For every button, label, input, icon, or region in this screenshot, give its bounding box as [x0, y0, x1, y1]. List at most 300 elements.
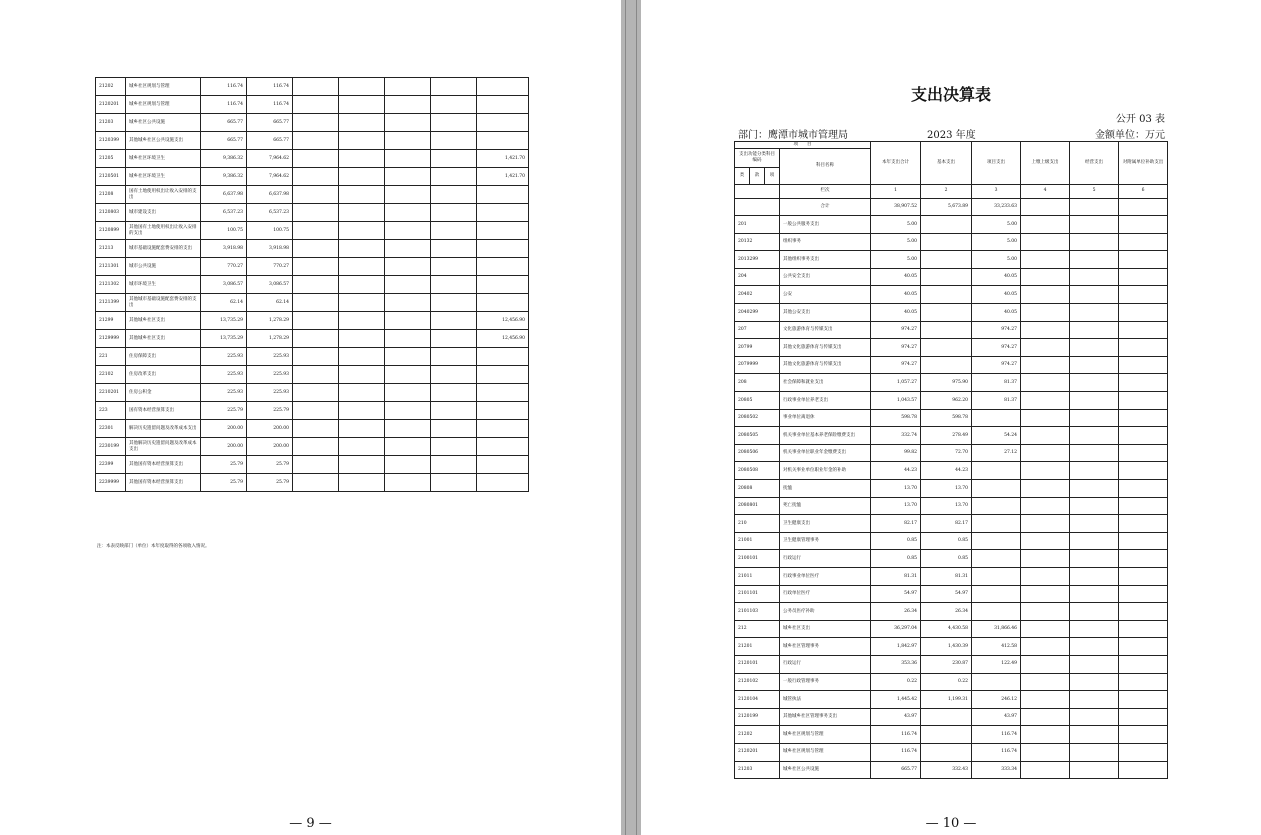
row-business [1070, 321, 1119, 339]
table-row [735, 462, 1168, 480]
row-project [972, 567, 1021, 585]
row-name: 城市基础设施配套费安排的支出 [126, 240, 201, 258]
row-basic: 1,278.29 [247, 312, 293, 330]
row-extra [431, 384, 477, 402]
row-subsidy [1119, 462, 1168, 480]
row-total: 225.93 [201, 366, 247, 384]
table-row [735, 251, 1168, 269]
row-other [477, 402, 529, 420]
row-extra [339, 456, 385, 474]
header-business: 经营支出 [1070, 142, 1119, 185]
row-code: 2080508 [735, 462, 780, 480]
table-row [735, 708, 1168, 726]
table-row [735, 427, 1168, 445]
row-total: 36,297.04 [871, 620, 921, 638]
row-extra [385, 456, 431, 474]
table-row [96, 402, 529, 420]
row-extra [339, 312, 385, 330]
row-name: 公务员医疗补助 [780, 603, 871, 621]
table-row [96, 240, 529, 258]
row-basic: 0.85 [921, 550, 972, 568]
row-extra [431, 366, 477, 384]
row-basic: 200.00 [247, 438, 293, 456]
row-project [293, 150, 339, 168]
row-project: 54.24 [972, 427, 1021, 445]
row-subsidy [1119, 409, 1168, 427]
row-name: 城乡社区规划与管理 [780, 743, 871, 761]
row-other [477, 114, 529, 132]
row-basic [921, 286, 972, 304]
row-basic: 82.17 [921, 515, 972, 533]
row-business [1070, 726, 1119, 744]
row-total: 0.85 [871, 550, 921, 568]
row-project: 5.00 [972, 233, 1021, 251]
table-row [735, 480, 1168, 498]
row-total: 9,386.32 [201, 168, 247, 186]
row-extra [385, 348, 431, 366]
table-row [735, 339, 1168, 357]
table-row [96, 258, 529, 276]
row-name: 死亡抚恤 [780, 497, 871, 515]
row-business [1070, 673, 1119, 691]
row-subsidy [1119, 638, 1168, 656]
row-extra [431, 96, 477, 114]
row-total: 225.93 [201, 348, 247, 366]
table-note: 注：本表反映部门（单位）本年度取得的各项收入情况。 [97, 544, 210, 549]
row-project [293, 222, 339, 240]
row-project: 116.74 [972, 743, 1021, 761]
row-name: 行政事业单位养老支出 [780, 392, 871, 410]
row-extra [431, 474, 477, 492]
row-project [293, 168, 339, 186]
row-name: 国有资本经营预算支出 [126, 402, 201, 420]
row-code: 2121301 [96, 258, 126, 276]
total-project: 33,233.63 [972, 198, 1021, 216]
row-upper [1021, 655, 1070, 673]
row-basic: 1,278.29 [247, 330, 293, 348]
row-basic: 6,637.98 [247, 186, 293, 204]
row-code: 2120899 [96, 222, 126, 240]
row-extra [385, 186, 431, 204]
row-project [293, 240, 339, 258]
table-row [735, 567, 1168, 585]
row-basic: 225.93 [247, 366, 293, 384]
row-subsidy [1119, 567, 1168, 585]
row-other [477, 258, 529, 276]
row-basic: 116.74 [247, 96, 293, 114]
row-basic: 13.70 [921, 480, 972, 498]
row-name: 机关事业单位基本养老保险缴费支出 [780, 427, 871, 445]
table-row [96, 150, 529, 168]
row-code: 207 [735, 321, 780, 339]
row-project [293, 474, 339, 492]
table-row [96, 222, 529, 240]
row-subsidy [1119, 374, 1168, 392]
table-row [735, 321, 1168, 339]
row-extra [385, 78, 431, 96]
row-extra [431, 294, 477, 312]
row-business [1070, 761, 1119, 779]
row-project: 333.34 [972, 761, 1021, 779]
row-code: 21213 [96, 240, 126, 258]
row-extra [339, 276, 385, 294]
row-business [1070, 585, 1119, 603]
row-extra [385, 276, 431, 294]
row-other [477, 78, 529, 96]
row-business [1070, 356, 1119, 374]
table-row [735, 409, 1168, 427]
row-code: 21203 [735, 761, 780, 779]
row-name: 国有土地使用权出让收入安排的支出 [126, 186, 201, 204]
row-name: 城乡社区支出 [780, 620, 871, 638]
row-project [972, 409, 1021, 427]
row-project: 31,866.46 [972, 620, 1021, 638]
row-business [1070, 497, 1119, 515]
row-project [293, 402, 339, 420]
row-name: 抚恤 [780, 480, 871, 498]
row-upper [1021, 691, 1070, 709]
row-upper [1021, 761, 1070, 779]
row-upper [1021, 515, 1070, 533]
row-business [1070, 462, 1119, 480]
row-business [1070, 620, 1119, 638]
row-name: 公共安全支出 [780, 268, 871, 286]
table-row [96, 78, 529, 96]
row-code: 20799 [735, 339, 780, 357]
row-extra [431, 78, 477, 96]
row-project [972, 532, 1021, 550]
row-code: 21208 [96, 186, 126, 204]
row-total: 44.23 [871, 462, 921, 480]
row-subsidy [1119, 743, 1168, 761]
row-total: 99.82 [871, 444, 921, 462]
row-basic: 1,199.31 [921, 691, 972, 709]
row-basic: 26.34 [921, 603, 972, 621]
row-project [972, 497, 1021, 515]
row-extra [385, 474, 431, 492]
row-total: 3,918.98 [201, 240, 247, 258]
row-project [972, 585, 1021, 603]
row-other: 12,456.90 [477, 312, 529, 330]
row-subsidy [1119, 620, 1168, 638]
row-code: 2120201 [735, 743, 780, 761]
row-code: 2080502 [735, 409, 780, 427]
row-code: 2013299 [735, 251, 780, 269]
row-extra [385, 150, 431, 168]
row-basic: 962.20 [921, 392, 972, 410]
row-project: 122.49 [972, 655, 1021, 673]
row-other: 1,421.70 [477, 150, 529, 168]
row-code: 21001 [735, 532, 780, 550]
row-extra [385, 96, 431, 114]
table-row [96, 474, 529, 492]
table-row [735, 268, 1168, 286]
row-upper [1021, 251, 1070, 269]
row-total: 5.00 [871, 216, 921, 234]
year-label: 2023 年度 [927, 130, 976, 141]
row-name: 城乡社区公共设施 [126, 114, 201, 132]
row-project: 5.00 [972, 251, 1021, 269]
row-name: 城乡社区管理事务 [780, 638, 871, 656]
row-total: 13.70 [871, 497, 921, 515]
row-subsidy [1119, 251, 1168, 269]
table-row [735, 638, 1168, 656]
page-10 [641, 0, 1261, 835]
row-subsidy [1119, 497, 1168, 515]
row-subsidy [1119, 286, 1168, 304]
row-extra [431, 186, 477, 204]
row-total: 116.74 [201, 96, 247, 114]
row-name: 其他国有土地使用权出让收入安排的支出 [126, 222, 201, 240]
col-num: 5 [1070, 184, 1119, 198]
row-extra [339, 366, 385, 384]
row-total: 81.31 [871, 567, 921, 585]
row-code: 2101101 [735, 585, 780, 603]
row-other [477, 276, 529, 294]
row-business [1070, 339, 1119, 357]
table-row [735, 585, 1168, 603]
table-row [96, 186, 529, 204]
row-business [1070, 427, 1119, 445]
row-extra [339, 384, 385, 402]
row-name: 公安 [780, 286, 871, 304]
row-total: 0.22 [871, 673, 921, 691]
row-upper [1021, 339, 1070, 357]
row-basic: 62.14 [247, 294, 293, 312]
row-code: 204 [735, 268, 780, 286]
expenditure-table [734, 141, 1168, 779]
row-project: 974.27 [972, 321, 1021, 339]
row-project [972, 515, 1021, 533]
table-row [96, 420, 529, 438]
row-name: 城乡社区环境卫生 [126, 150, 201, 168]
row-project [293, 186, 339, 204]
row-total: 6,637.98 [201, 186, 247, 204]
row-code: 20132 [735, 233, 780, 251]
row-name: 其他解决历史遗留问题及改革成本支出 [126, 438, 201, 456]
row-extra [339, 438, 385, 456]
row-total: 1,043.57 [871, 392, 921, 410]
header-total: 本年支出合计 [871, 142, 921, 185]
row-extra [339, 348, 385, 366]
row-subsidy [1119, 216, 1168, 234]
row-project [293, 78, 339, 96]
row-total: 116.74 [201, 78, 247, 96]
row-project [293, 132, 339, 150]
row-code: 22399 [96, 456, 126, 474]
header-row-1 [735, 142, 1168, 149]
row-code: 2120199 [735, 708, 780, 726]
row-total: 3,086.57 [201, 276, 247, 294]
row-basic: 25.79 [247, 474, 293, 492]
row-total: 598.78 [871, 409, 921, 427]
row-extra [385, 294, 431, 312]
row-basic: 598.78 [921, 409, 972, 427]
table-row [96, 114, 529, 132]
row-code: 2100101 [735, 550, 780, 568]
row-name: 行政运行 [780, 655, 871, 673]
row-project: 246.12 [972, 691, 1021, 709]
row-total: 0.85 [871, 532, 921, 550]
row-basic [921, 216, 972, 234]
row-name: 卫生健康管理事务 [780, 532, 871, 550]
row-project: 974.27 [972, 356, 1021, 374]
row-name: 行政运行 [780, 550, 871, 568]
row-total: 665.77 [201, 114, 247, 132]
row-upper [1021, 567, 1070, 585]
header-section: 款 [750, 167, 765, 184]
row-upper [1021, 462, 1070, 480]
row-business [1070, 603, 1119, 621]
row-other [477, 294, 529, 312]
row-business [1070, 691, 1119, 709]
row-upper [1021, 321, 1070, 339]
row-extra [339, 114, 385, 132]
row-extra [339, 204, 385, 222]
row-basic: 44.23 [921, 462, 972, 480]
row-code: 2230199 [96, 438, 126, 456]
row-total: 13,735.29 [201, 330, 247, 348]
row-project: 81.37 [972, 392, 1021, 410]
row-project [293, 438, 339, 456]
table-meta [738, 126, 1165, 140]
header-entry: 项 [765, 167, 780, 184]
row-name: 城乡社区规划与管理 [780, 726, 871, 744]
col-label: 栏次 [780, 184, 871, 198]
row-upper [1021, 286, 1070, 304]
table-row [735, 655, 1168, 673]
row-code: 2239999 [96, 474, 126, 492]
row-basic: 7,964.62 [247, 168, 293, 186]
row-name: 城乡社区规划与管理 [126, 78, 201, 96]
row-business [1070, 708, 1119, 726]
row-extra [339, 330, 385, 348]
col-num: 2 [921, 184, 972, 198]
row-total: 25.79 [201, 474, 247, 492]
row-upper [1021, 409, 1070, 427]
row-business [1070, 216, 1119, 234]
row-name: 行政单位医疗 [780, 585, 871, 603]
header-subsidy: 对附属单位补助支出 [1119, 142, 1168, 185]
row-extra [385, 258, 431, 276]
row-upper [1021, 638, 1070, 656]
row-name: 一般行政管理事务 [780, 673, 871, 691]
row-upper [1021, 585, 1070, 603]
table-row [735, 233, 1168, 251]
table-row [735, 216, 1168, 234]
table-row [735, 286, 1168, 304]
header-project: 项目支出 [972, 142, 1021, 185]
row-name: 其他国有资本经营预算支出 [126, 456, 201, 474]
table-row [735, 603, 1168, 621]
table-row [96, 132, 529, 150]
row-name: 其他公安支出 [780, 304, 871, 322]
row-code: 22102 [96, 366, 126, 384]
row-basic [921, 743, 972, 761]
row-subsidy [1119, 655, 1168, 673]
row-other [477, 132, 529, 150]
table-row [96, 384, 529, 402]
row-code: 21201 [735, 638, 780, 656]
row-business [1070, 304, 1119, 322]
row-name: 城管执法 [780, 691, 871, 709]
row-name: 解决历史遗留问题及改革成本支出 [126, 420, 201, 438]
row-extra [431, 276, 477, 294]
row-basic: 7,964.62 [247, 150, 293, 168]
row-basic: 13.70 [921, 497, 972, 515]
row-code: 20402 [735, 286, 780, 304]
row-extra [339, 132, 385, 150]
row-subsidy [1119, 532, 1168, 550]
row-name: 城乡社区规划与管理 [126, 96, 201, 114]
row-extra [385, 114, 431, 132]
row-subsidy [1119, 304, 1168, 322]
row-other [477, 222, 529, 240]
row-subsidy [1119, 339, 1168, 357]
row-project: 974.27 [972, 339, 1021, 357]
row-total: 770.27 [201, 258, 247, 276]
row-basic: 3,918.98 [247, 240, 293, 258]
row-extra [431, 240, 477, 258]
row-total: 200.00 [201, 438, 247, 456]
row-code: 2120201 [96, 96, 126, 114]
row-basic [921, 268, 972, 286]
row-name: 机关事业单位职业年金缴费支出 [780, 444, 871, 462]
row-name: 城市环境卫生 [126, 276, 201, 294]
row-upper [1021, 304, 1070, 322]
row-code: 21011 [735, 567, 780, 585]
row-extra [431, 438, 477, 456]
row-upper [1021, 708, 1070, 726]
row-upper [1021, 480, 1070, 498]
header-item: 项 目 [735, 142, 871, 149]
row-upper [1021, 550, 1070, 568]
row-extra [385, 312, 431, 330]
row-project [972, 603, 1021, 621]
row-extra [385, 168, 431, 186]
row-subsidy [1119, 726, 1168, 744]
row-total: 225.93 [201, 384, 247, 402]
row-upper [1021, 392, 1070, 410]
row-extra [339, 168, 385, 186]
row-business [1070, 480, 1119, 498]
row-total: 200.00 [201, 420, 247, 438]
header-kind: 类 [735, 167, 750, 184]
row-subsidy [1119, 427, 1168, 445]
table-row [96, 96, 529, 114]
row-project [972, 480, 1021, 498]
row-project: 40.05 [972, 304, 1021, 322]
table-row [96, 438, 529, 456]
row-total: 43.97 [871, 708, 921, 726]
row-extra [339, 294, 385, 312]
table-row [735, 620, 1168, 638]
row-business [1070, 251, 1119, 269]
row-code: 20808 [735, 480, 780, 498]
row-extra [431, 114, 477, 132]
row-other [477, 96, 529, 114]
row-code: 2040299 [735, 304, 780, 322]
row-name: 其他城市基础设施配套费安排的支出 [126, 294, 201, 312]
row-name: 社会保障和就业支出 [780, 374, 871, 392]
row-business [1070, 655, 1119, 673]
row-code: 2080506 [735, 444, 780, 462]
row-basic: 0.22 [921, 673, 972, 691]
row-code: 2079999 [735, 356, 780, 374]
row-business [1070, 268, 1119, 286]
row-other [477, 438, 529, 456]
row-extra [431, 312, 477, 330]
